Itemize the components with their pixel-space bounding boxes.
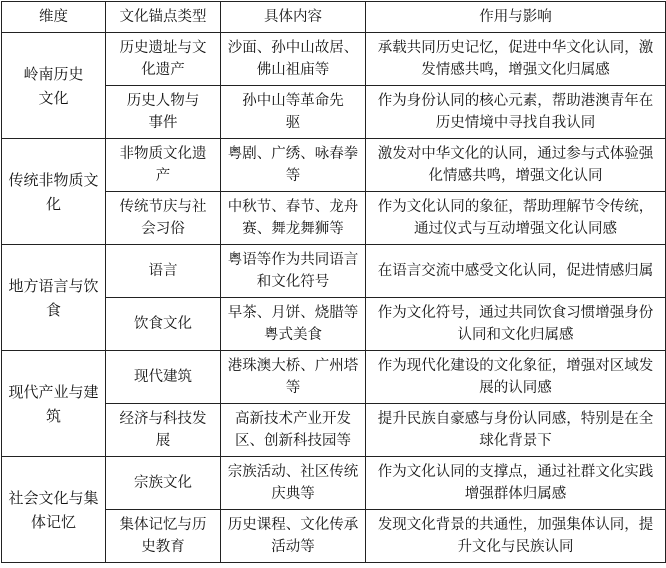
effect-text: 作为文化认同的支撑点，通过社群文化实践增强群体归属感 — [377, 464, 654, 502]
dimension-label: 地方语言与饮食 — [8, 276, 99, 319]
content-text: 粤剧、广绣、咏春拳等 — [227, 146, 359, 184]
table-row — [2, 33, 666, 86]
anchor-type-text: 集体记忆与历史教育 — [119, 517, 207, 555]
content-text: 中秋节、春节、龙舟赛、舞龙舞狮等 — [227, 199, 359, 237]
anchor-type-text: 现代建筑 — [134, 369, 192, 385]
effect-text: 在语言交流中感受文化认同，促进情感归属 — [377, 263, 654, 279]
effect-text: 激发对中华文化的认同，通过参与式体验强化情感共鸣，增强文化认同 — [377, 146, 654, 184]
anchor-type-text: 非物质文化遗产 — [119, 146, 207, 184]
effect-cell — [366, 192, 666, 245]
content-cell — [221, 86, 366, 139]
dimension-label: 现代产业与建筑 — [8, 382, 99, 425]
dimension-cell — [2, 245, 106, 351]
effect-cell — [366, 457, 666, 510]
dimension-cell — [2, 457, 106, 563]
anchor-type-text: 语言 — [148, 263, 178, 279]
content-cell — [221, 192, 366, 245]
table-row — [2, 457, 666, 510]
table-row — [2, 351, 666, 404]
effect-text: 作为现代化建设的文化象征，增强对区域发展的认同感 — [377, 358, 654, 396]
effect-text: 作为文化符号，通过共同饮食习惯增强身份认同和文化归属感 — [377, 305, 654, 343]
effect-cell — [366, 510, 666, 563]
content-cell — [221, 33, 366, 86]
content-cell — [221, 457, 366, 510]
content-cell — [221, 139, 366, 192]
anchor-type-text: 经济与科技发展 — [119, 411, 207, 449]
content-text: 港珠澳大桥、广州塔等 — [227, 358, 359, 396]
header-content: 具体内容 — [221, 2, 366, 33]
anchor-type-cell — [106, 351, 221, 404]
culture-anchor-table — [1, 1, 666, 563]
anchor-type-text: 历史人物与事件 — [126, 93, 200, 131]
table-row — [2, 139, 666, 192]
table-row — [2, 245, 666, 298]
header-dimension: 维度 — [2, 2, 106, 33]
effect-cell — [366, 404, 666, 457]
anchor-type-text: 饮食文化 — [134, 316, 192, 332]
dimension-cell — [2, 139, 106, 245]
anchor-type-cell — [106, 139, 221, 192]
content-text: 高新技术产业开发区、创新科技园等 — [235, 411, 351, 449]
header-effect: 作用与影响 — [366, 2, 666, 33]
effect-text: 发现文化背景的共通性，加强集体认同，提升文化与民族认同 — [377, 517, 654, 555]
content-text: 粤语等作为共同语言和文化符号 — [227, 252, 359, 290]
header-anchor-type: 文化锚点类型 — [106, 2, 221, 33]
content-text: 沙面、孙中山故居、佛山祖庙等 — [227, 40, 359, 78]
content-cell — [221, 351, 366, 404]
dimension-cell — [2, 33, 106, 139]
effect-text: 提升民族自豪感与身份认同感，特别是在全球化背景下 — [377, 411, 654, 449]
effect-cell — [366, 86, 666, 139]
effect-cell — [366, 298, 666, 351]
anchor-type-text: 历史遗址与文化遗产 — [119, 40, 207, 78]
content-cell — [221, 404, 366, 457]
content-cell — [221, 245, 366, 298]
anchor-type-cell — [106, 510, 221, 563]
dimension-label: 社会文化与集体记忆 — [8, 488, 99, 531]
effect-text: 作为文化认同的象征，帮助理解节令传统，通过仪式与互动增强文化认同感 — [377, 199, 654, 237]
anchor-type-cell — [106, 404, 221, 457]
effect-cell — [366, 33, 666, 86]
dimension-label: 传统非物质文化 — [8, 170, 99, 213]
anchor-type-cell — [106, 33, 221, 86]
effect-cell — [366, 351, 666, 404]
content-cell — [221, 298, 366, 351]
content-cell — [221, 510, 366, 563]
content-text: 宗族活动、社区传统庆典等 — [227, 464, 359, 502]
anchor-type-cell — [106, 457, 221, 510]
anchor-type-text: 宗族文化 — [134, 475, 192, 491]
content-text: 早茶、月饼、烧腊等粤式美食 — [227, 305, 359, 343]
effect-text: 承载共同历史记忆，促进中华文化认同，激发情感共鸣，增强文化归属感 — [377, 40, 654, 78]
content-text: 孙中山等革命先驱 — [242, 93, 344, 131]
effect-text: 作为身份认同的核心元素，帮助港澳青年在历史情境中寻找自我认同 — [377, 93, 654, 131]
content-text: 历史课程、文化传承活动等 — [227, 517, 359, 555]
anchor-type-text: 传统节庆与社会习俗 — [119, 199, 207, 237]
dimension-label: 岭南历史文化 — [23, 64, 84, 107]
header-row — [2, 2, 666, 33]
effect-cell — [366, 139, 666, 192]
anchor-type-cell — [106, 298, 221, 351]
anchor-type-cell — [106, 245, 221, 298]
effect-cell — [366, 245, 666, 298]
anchor-type-cell — [106, 86, 221, 139]
dimension-cell — [2, 351, 106, 457]
anchor-type-cell — [106, 192, 221, 245]
